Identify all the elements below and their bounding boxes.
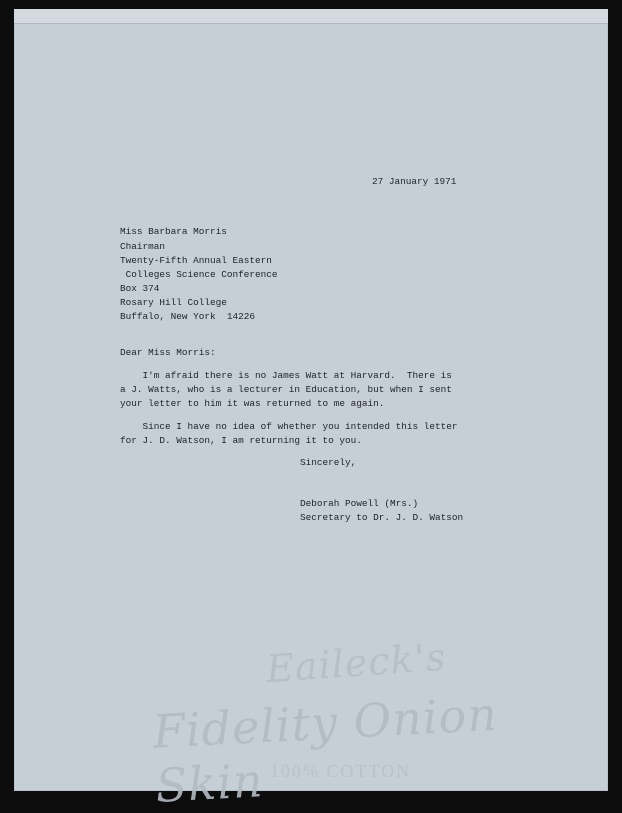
body-line: I'm afraid there is no James Watt at Harvard. There is xyxy=(120,370,452,381)
address-line: Rosary Hill College xyxy=(120,297,227,308)
paper-top-edge xyxy=(14,9,608,24)
body-line: for J. D. Watson, I am returning it to you. xyxy=(120,435,362,446)
letter-paper xyxy=(14,9,608,813)
address-line: Miss Barbara Morris xyxy=(120,226,227,237)
signature-name: Deborah Powell (Mrs.) xyxy=(300,498,419,509)
address-line: Chairman xyxy=(120,241,166,252)
address-line: Twenty-Fifth Annual Eastern xyxy=(120,255,272,266)
watermark-cotton: 100% COTTON xyxy=(270,761,412,781)
address-line: Colleges Science Conference xyxy=(120,269,278,280)
body-line: your letter to him it was returned to me again. xyxy=(120,398,385,409)
address-line: Box 374 xyxy=(120,283,160,294)
body-line: Since I have no idea of whether you intended this letter xyxy=(120,421,458,432)
salutation: Dear Miss Morris: xyxy=(120,347,216,358)
watermark-brand: Fidelity Onion Skin xyxy=(151,686,500,813)
closing: Sincerely, xyxy=(300,457,357,468)
letter-date: 27 January 1971 xyxy=(372,176,457,187)
signature-title: Secretary to Dr. J. D. Watson xyxy=(300,512,464,523)
watermark-script: Eaileck's xyxy=(264,634,448,692)
body-line: a J. Watts, who is a lecturer in Education, but when I sent xyxy=(120,384,452,395)
address-line: Buffalo, New York 14226 xyxy=(120,311,256,322)
